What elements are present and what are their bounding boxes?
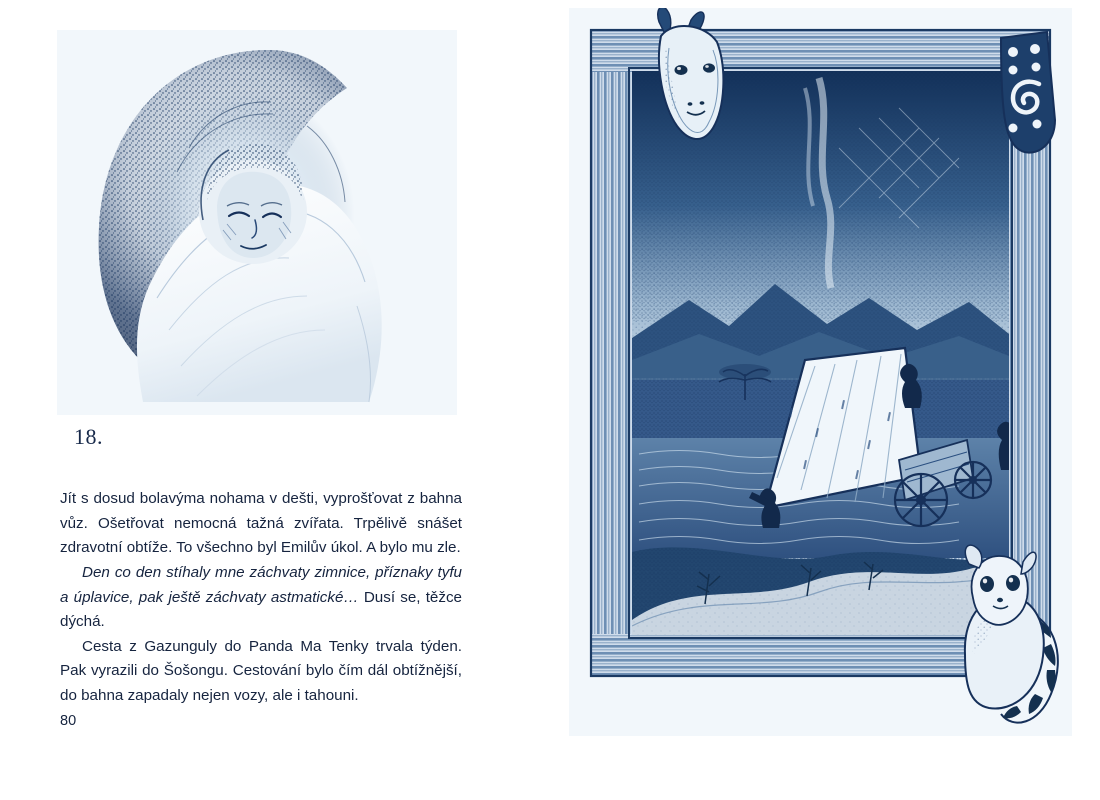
ox-wagon-plate-illustration: [569, 8, 1072, 736]
paragraph-2-italic: Den co den stíhaly mne záchvaty zimnice, příznaky tyfu a úplavice, pak ještě záchvaty astmatické…: [60, 563, 462, 606]
paragraph-1: Jít s dosud bolavýma nohama v dešti, vyprošťovat z bahna vůz. Ošetřovat nemocná tažná zvířata. Trpělivě snášet zdravotní obtíže. To všechno byl Emilův úkol. A bylo mu zle.: [60, 490, 462, 557]
chapter-number: 18.: [74, 424, 103, 449]
paragraph-3: Cesta z Gazunguly do Panda Ma Tenky trvala týden. Pak vyrazili do Šošongu. Cestování bylo čím dál obtížnější, do bahna zapadaly nejen vozy, ale i tahouni.: [60, 637, 462, 704]
paragraph-2: [60, 561, 462, 635]
sleeping-figure-illustration: [57, 30, 457, 415]
page-number: 80: [60, 713, 77, 729]
right-page: [550, 0, 1100, 800]
body-text: [60, 487, 462, 709]
paragraph-2-roman: Dusí se, těžce dýchá.: [60, 588, 462, 631]
